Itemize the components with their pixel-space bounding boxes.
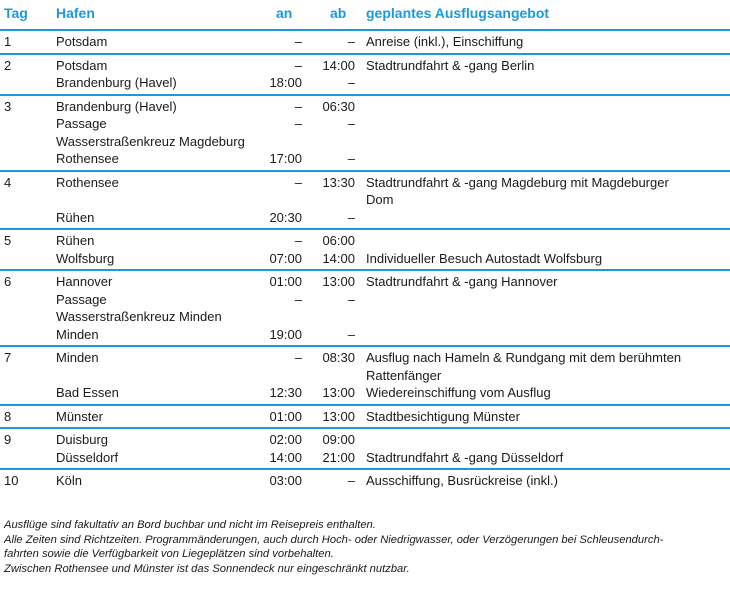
footnotes [4, 518, 663, 577]
cell-hafen: Rothensee [56, 151, 119, 166]
cell-desc: Stadtrundfahrt & -gang Düsseldorf [366, 449, 564, 465]
cell-desc: Stadtrundfahrt & -gang Magdeburg mit Magdeburger [366, 174, 669, 190]
cell-desc: Stadtrundfahrt & -gang Hannover [366, 274, 558, 289]
cell-hafen: Brandenburg (Havel) [56, 98, 177, 114]
cell-tag: 8 [4, 408, 12, 424]
cell-hafen: Passage [56, 116, 107, 131]
cell-hafen: Passage [56, 291, 107, 307]
cell-ab: 13:00 [322, 408, 355, 424]
row-line [0, 57, 730, 75]
row-line [0, 308, 730, 326]
cell-hafen: Rothensee [56, 174, 119, 190]
table-row [0, 170, 730, 229]
cell-desc: Anreise (inkl.), Einschiffung [366, 34, 524, 49]
cell-desc: Wiedereinschiffung vom Ausflug [366, 385, 551, 400]
cell-hafen: Rühen [56, 233, 95, 248]
cell-ab: 14:00 [322, 57, 355, 73]
cell-an: – [294, 291, 302, 307]
table-row [0, 29, 730, 53]
row-line [0, 174, 730, 192]
cell-an: 14:00 [269, 449, 302, 465]
row-line [0, 384, 730, 402]
row-line [0, 431, 730, 449]
cell-ab: 13:00 [322, 385, 355, 400]
cell-ab: 14:00 [322, 250, 355, 266]
cell-desc: Rattenfänger [366, 367, 442, 383]
cell-ab: – [347, 473, 355, 488]
row-line [0, 133, 730, 151]
cell-ab: – [347, 34, 355, 49]
cell-an: 02:00 [269, 432, 302, 447]
cell-hafen: Brandenburg (Havel) [56, 75, 177, 90]
cell-desc: Individueller Besuch Autostadt Wolfsburg [366, 250, 603, 266]
row-line [0, 472, 730, 490]
cell-an: – [294, 98, 302, 114]
table-row [0, 427, 730, 468]
row-line [0, 408, 730, 426]
cell-an: 17:00 [269, 151, 302, 166]
cell-an: – [294, 174, 302, 190]
header-description: geplantes Ausflugsangebot [366, 5, 550, 21]
cell-hafen: Wolfsburg [56, 250, 115, 266]
table-row [0, 228, 730, 269]
header-ab: ab [330, 5, 347, 21]
cell-ab: – [347, 151, 355, 166]
cell-tag: 6 [4, 274, 12, 289]
cell-an: 18:00 [269, 75, 302, 90]
row-line [0, 74, 730, 92]
cell-hafen: Düsseldorf [56, 449, 119, 465]
cell-hafen: Potsdam [56, 57, 108, 73]
row-line [0, 232, 730, 250]
row-line [0, 98, 730, 116]
row-line [0, 209, 730, 227]
cell-an: – [294, 57, 302, 73]
footnote-line: Ausflüge sind fakultativ an Bord buchbar und nicht im Reisepreis enthalten. [4, 519, 376, 531]
row-line [0, 273, 730, 291]
cell-an: 07:00 [269, 250, 302, 266]
cell-desc: Dom [366, 192, 394, 207]
table-row [0, 94, 730, 170]
cell-desc: Stadtrundfahrt & -gang Berlin [366, 57, 535, 73]
cell-hafen: Minden [56, 350, 99, 365]
table-header [0, 0, 730, 29]
cell-tag: 5 [4, 233, 12, 248]
cell-an: 20:30 [269, 209, 302, 225]
cell-desc: Ausschiffung, Busrückreise (inkl.) [366, 473, 558, 488]
row-line [0, 150, 730, 168]
cell-ab: 08:30 [322, 350, 355, 365]
table-row [0, 345, 730, 404]
cell-hafen: Bad Essen [56, 385, 119, 400]
table-row [0, 53, 730, 94]
header-hafen: Hafen [56, 5, 95, 21]
cell-ab: 06:00 [322, 233, 355, 248]
row-line [0, 349, 730, 367]
cell-ab: – [347, 291, 355, 307]
row-line [0, 250, 730, 268]
cell-ab: 06:30 [322, 98, 355, 114]
row-line [0, 449, 730, 467]
cell-ab: 13:00 [322, 274, 355, 289]
cell-hafen: Rühen [56, 209, 95, 225]
cell-tag: 1 [4, 34, 12, 49]
cell-tag: 4 [4, 174, 12, 190]
row-line [0, 191, 730, 209]
cell-ab: 13:30 [322, 174, 355, 190]
table-row [0, 269, 730, 345]
cell-hafen: Köln [56, 473, 83, 488]
cell-ab: – [347, 326, 355, 342]
cell-an: – [294, 350, 302, 365]
footnote-line: Zwischen Rothensee und Münster ist das Sonnendeck nur eingeschränkt nutzbar. [4, 563, 410, 576]
cell-hafen: Hannover [56, 274, 113, 289]
row-line [0, 367, 730, 385]
cell-tag: 10 [4, 473, 19, 488]
cell-hafen: Wasserstraßenkreuz Magdeburg [56, 133, 245, 149]
cell-hafen: Minden [56, 326, 99, 342]
cell-ab: – [347, 209, 355, 225]
cell-ab: – [347, 116, 355, 131]
header-tag: Tag [4, 5, 28, 21]
cell-hafen: Wasserstraßenkreuz Minden [56, 309, 222, 324]
cell-tag: 2 [4, 57, 12, 73]
cell-an: – [294, 34, 302, 49]
cell-an: 01:00 [269, 408, 302, 424]
cell-ab: 09:00 [322, 432, 355, 447]
cell-ab: 21:00 [322, 449, 355, 465]
row-line [0, 33, 730, 51]
cell-ab: – [347, 75, 355, 90]
row-line [0, 326, 730, 344]
cell-an: 12:30 [269, 385, 302, 400]
row-line [0, 115, 730, 133]
table-body [0, 29, 730, 492]
cell-desc: Ausflug nach Hameln & Rundgang mit dem berühmten [366, 350, 682, 365]
cell-tag: 9 [4, 432, 12, 447]
cell-tag: 3 [4, 98, 12, 114]
footnote-line: fahrten sowie die Verfügbarkeit von Liegeplätzen sind vorbehalten. [4, 548, 334, 561]
table-row [0, 468, 730, 492]
cell-hafen: Duisburg [56, 432, 109, 447]
footnote-line: Alle Zeiten sind Richtzeiten. Programmänderungen, auch durch Hoch- oder Niedrigwasser, oder Verzögerungen bei Schleusendurch- [4, 533, 664, 546]
cell-tag: 7 [4, 350, 12, 365]
cell-desc: Stadtbesichtigung Münster [366, 408, 520, 424]
cell-an: 03:00 [269, 473, 302, 488]
header-an: an [276, 5, 293, 21]
cell-an: – [294, 233, 302, 248]
cell-an: 01:00 [269, 274, 302, 289]
cell-an: – [294, 116, 302, 131]
cell-an: 19:00 [269, 326, 302, 342]
cell-hafen: Potsdam [56, 34, 108, 49]
cell-hafen: Münster [56, 408, 103, 424]
row-line [0, 291, 730, 309]
table-row [0, 404, 730, 428]
